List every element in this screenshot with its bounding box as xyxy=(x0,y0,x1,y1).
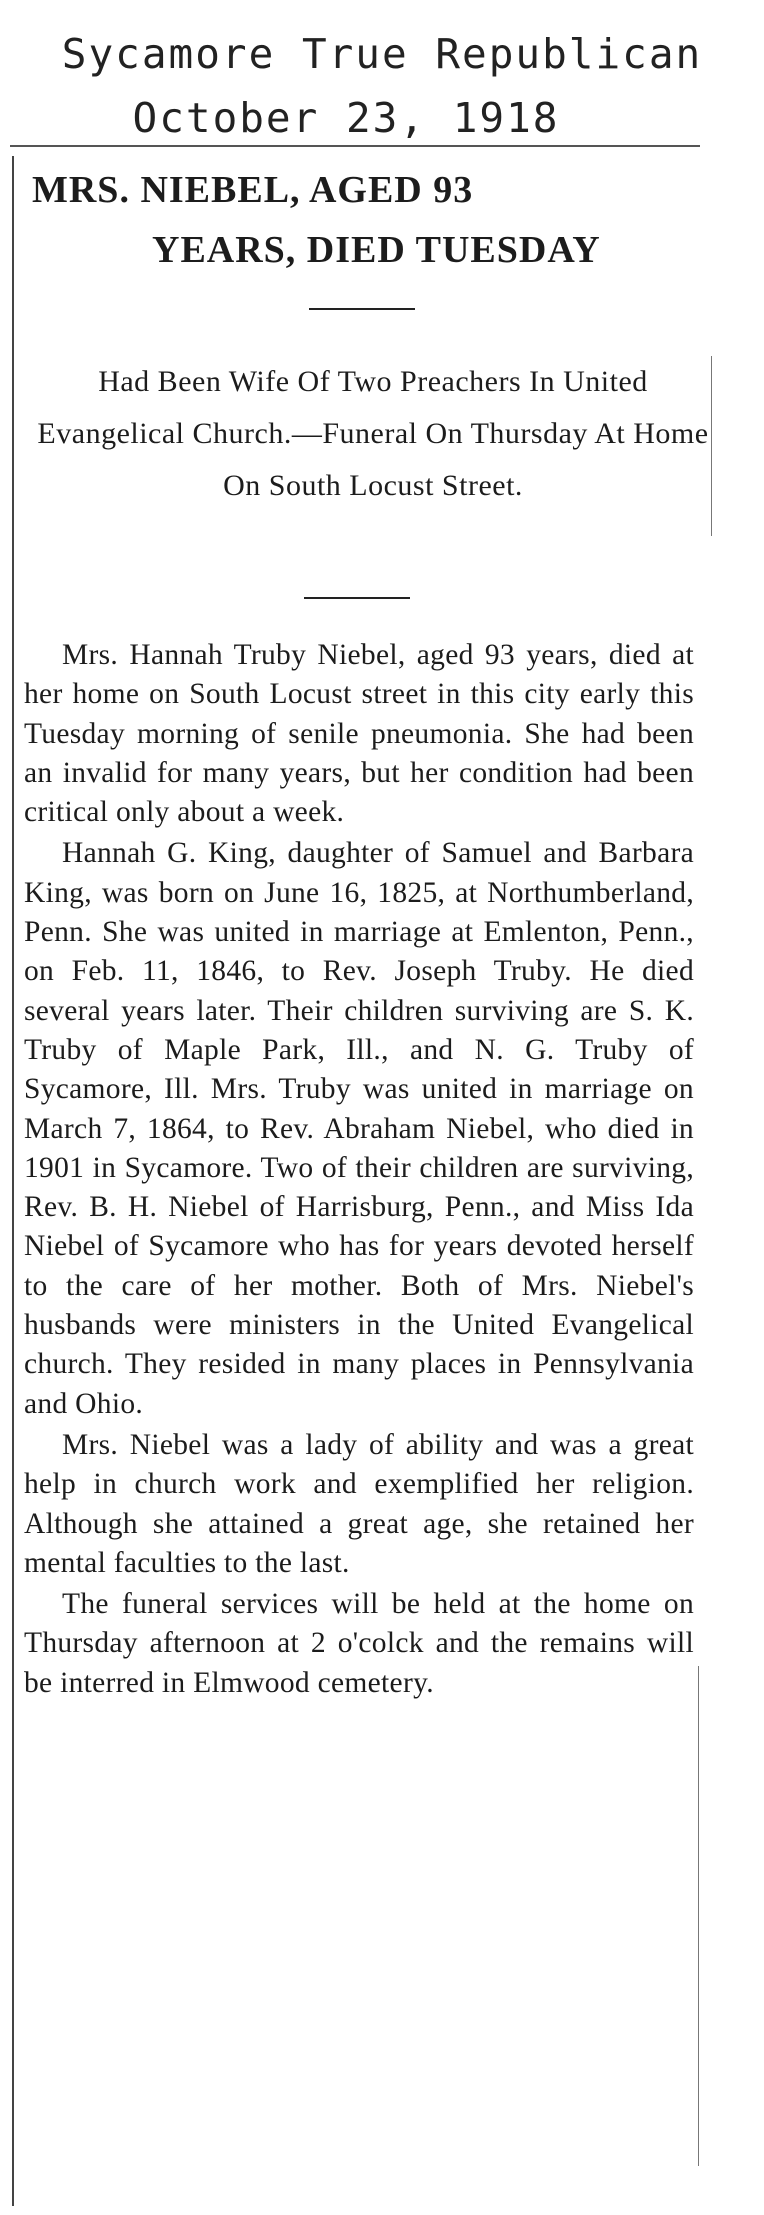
headline-line-2: YEARS, DIED TUESDAY xyxy=(152,229,601,271)
masthead xyxy=(0,22,764,150)
article-body xyxy=(24,636,694,1705)
right-edge-mark xyxy=(698,1666,699,2166)
publication-name: Sycamore True Republican xyxy=(61,30,703,78)
right-edge-mark xyxy=(711,356,712,536)
article-paragraph: Mrs. Hannah Truby Niebel, aged 93 years, died at her home on South Locust street in this city early this Tuesday morning of senile pneumonia. She had been an invalid for many years, but her condition had been critical only about a week. xyxy=(24,639,694,829)
article-paragraph: Hannah G. King, daughter of Samuel and Barbara King, was born on June 16, 1825, at Northumberland, Penn. She was united in marriage at Emlenton, Penn., on Feb. 11, 1846, to Rev. Joseph Truby. He died several years later. Their children surviving are S. K. Truby of Maple Park, Ill., and N. G. Truby of Sycamore, Ill. Mrs. Truby was united in marriage on March 7, 1864, to Rev. Abraham Niebel, who died in 1901 in Sycamore. Two of their children are surviving, Rev. B. H. Niebel of Harrisburg, Penn., and Miss Ida Niebel of Sycamore who has for years devoted herself to the care of her mother. Both of Mrs. Niebel's husbands were ministers in the United Evangelical church. They resided in many places in Pennsylvania and Ohio. xyxy=(24,837,694,1420)
headline-line-1: MRS. NIEBEL, AGED 93 xyxy=(32,169,474,211)
headline-divider xyxy=(309,308,415,310)
article-paragraph: Mrs. Niebel was a lady of ability and was a great help in church work and exemplified her religion. Although she attained a great age, she retained her mental faculties to the last. xyxy=(24,1428,694,1579)
publication-date: October 23, 1918 xyxy=(132,94,560,142)
article-paragraph: The funeral services will be held at the home on Thursday afternoon at 2 o'colck and the remains will be interred in Elmwood cemetery. xyxy=(24,1588,694,1699)
headline xyxy=(32,160,712,280)
newspaper-clipping xyxy=(12,156,714,2206)
subheadline: Had Been Wife Of Two Preachers In United Evangelical Church.—Funeral On Thursday At Home On South Locust Street. xyxy=(37,365,709,502)
subhead-divider xyxy=(304,597,410,599)
top-divider xyxy=(10,145,700,147)
